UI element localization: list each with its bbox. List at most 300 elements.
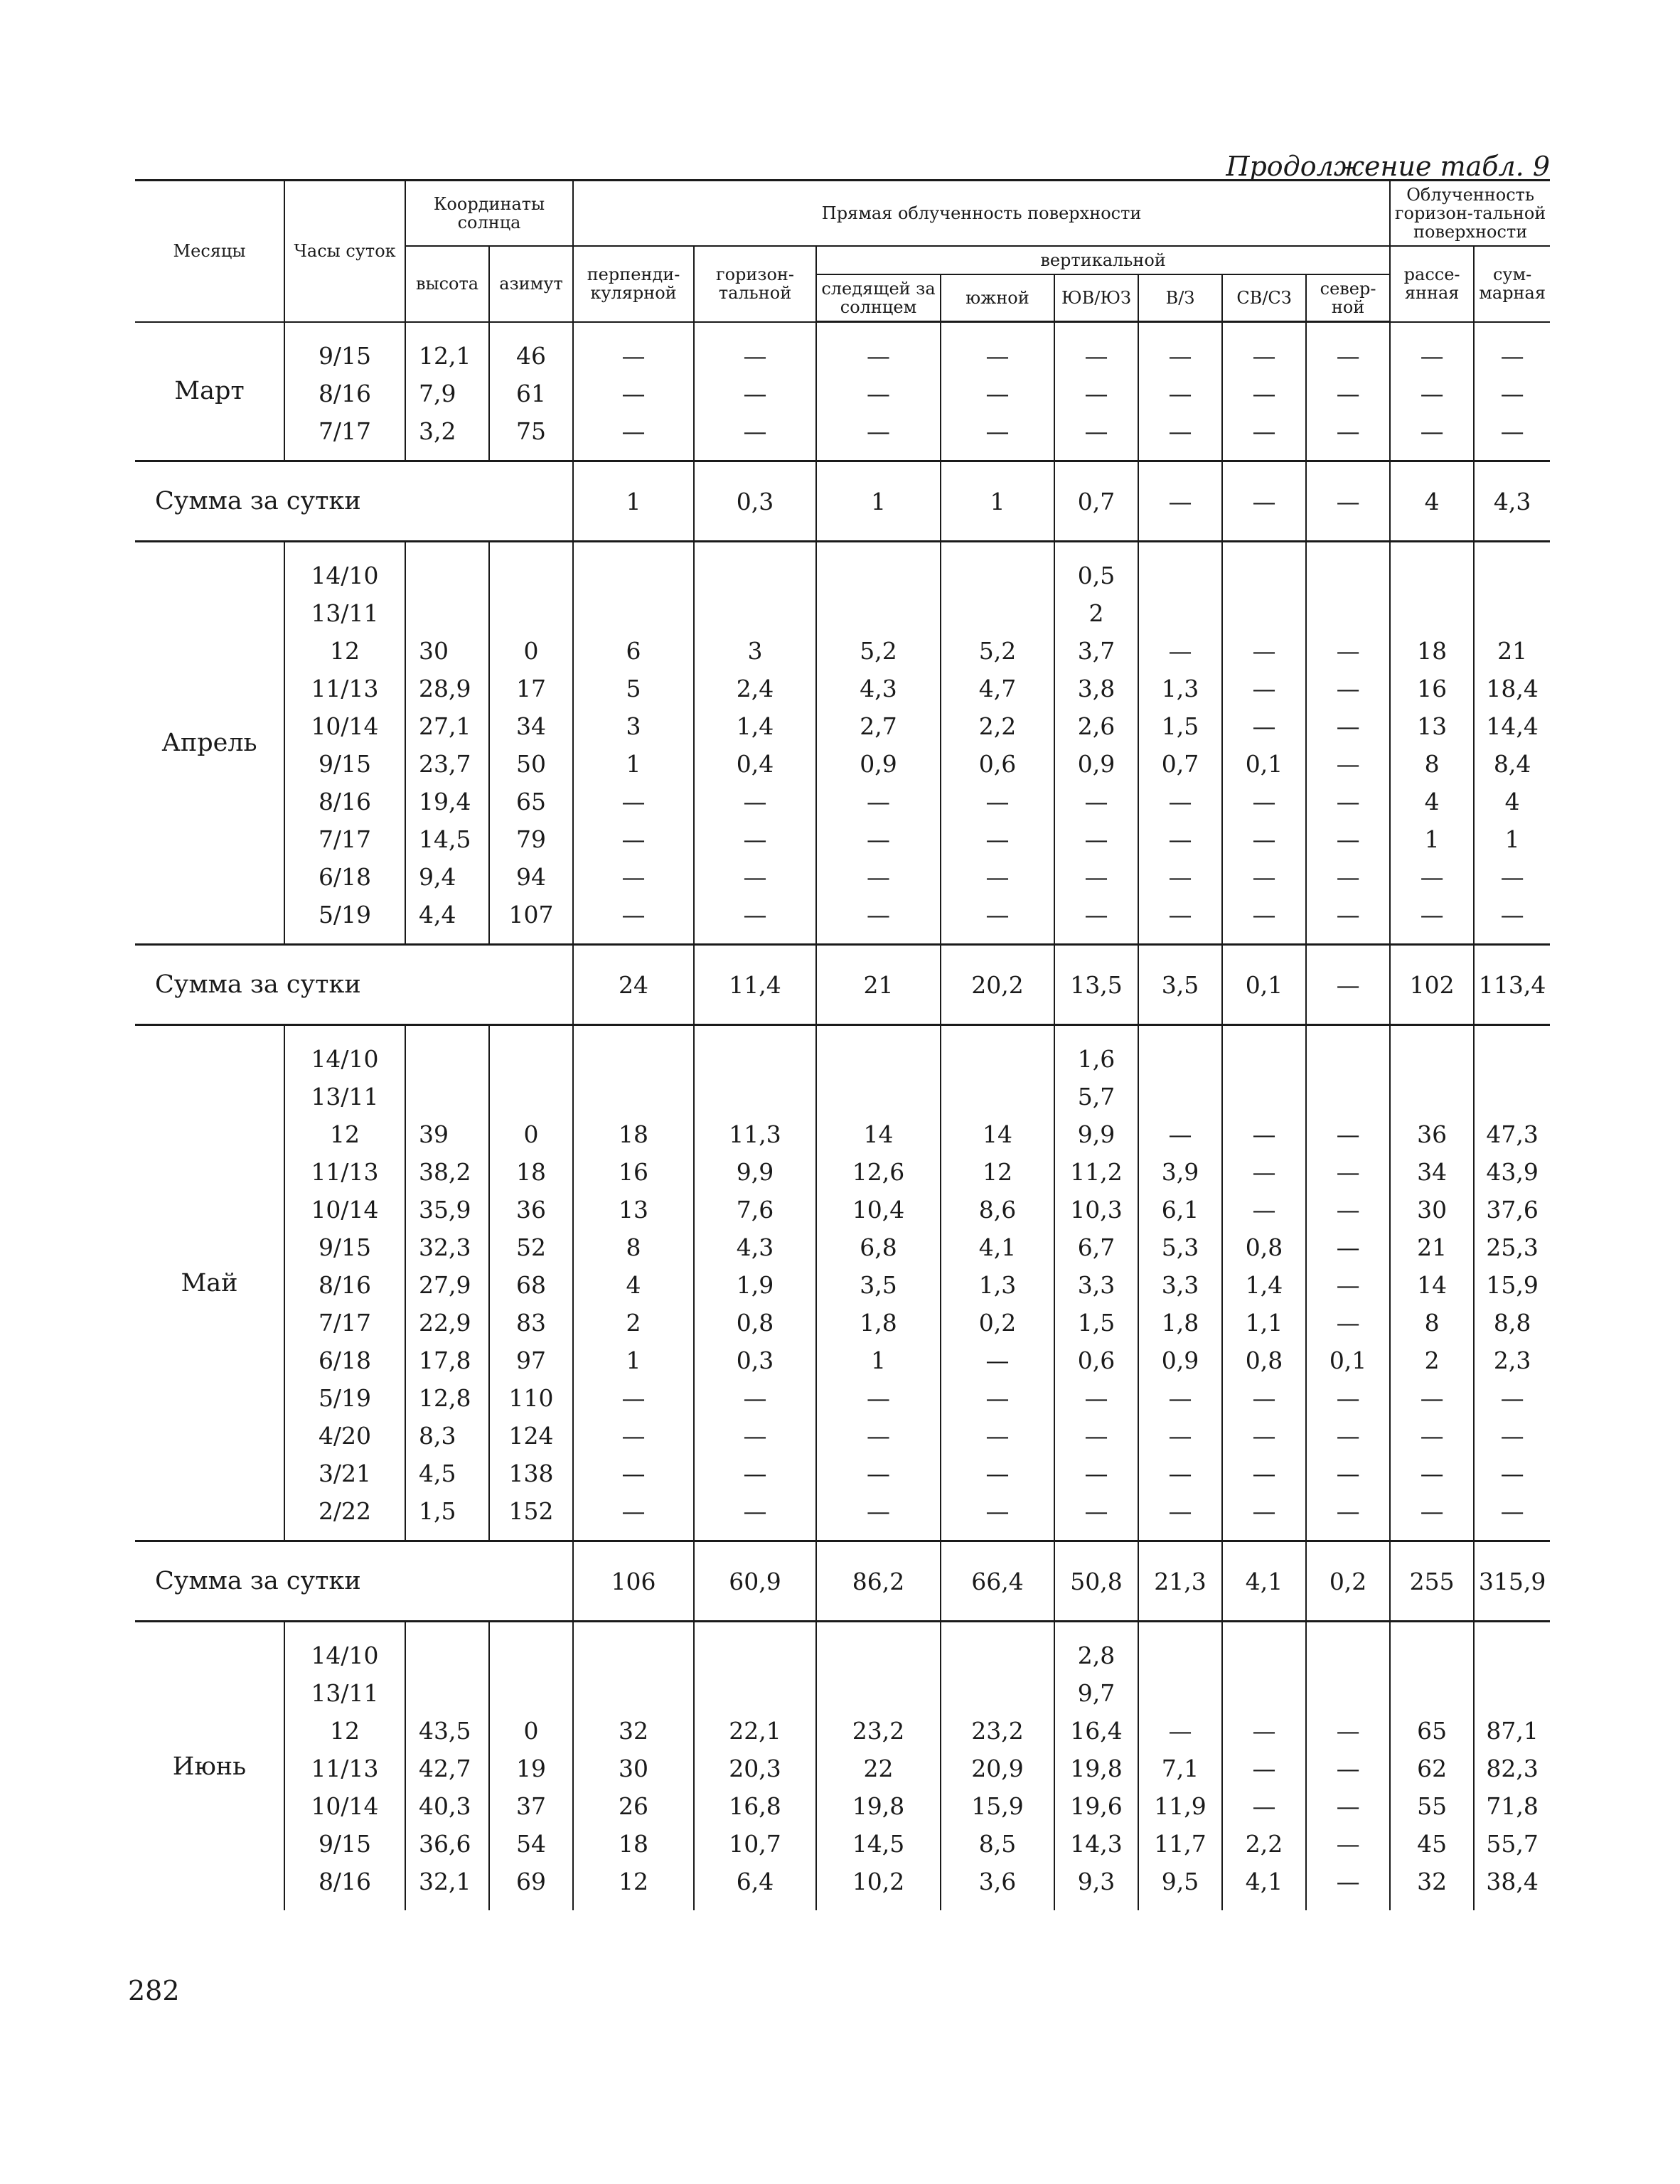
header-total: сум-марная	[1474, 246, 1550, 322]
column-horizontal	[694, 322, 816, 461]
table-cell: —	[1500, 1460, 1524, 1487]
month-group-row	[135, 1025, 1550, 1541]
table-cell	[1139, 1078, 1221, 1115]
table-cell: 14	[983, 1120, 1013, 1148]
column-hours	[284, 322, 405, 461]
table-cell: —	[985, 342, 1010, 370]
table-cell: 4,5	[419, 1460, 456, 1487]
table-cell: 1,3	[978, 1271, 1017, 1299]
table-cell: —	[1336, 1196, 1360, 1224]
table-cell: —	[1168, 342, 1192, 370]
month-label: Март	[135, 322, 284, 461]
table-cell: —	[1336, 1384, 1360, 1412]
table-cell: 61	[516, 379, 546, 407]
table-cell: 17,8	[419, 1347, 471, 1374]
table-cell: —	[1336, 1271, 1360, 1299]
daily-sum-row	[135, 1541, 1550, 1622]
table-cell: 32	[1417, 1868, 1448, 1895]
table-cell: —	[1252, 901, 1276, 928]
table-cell: —	[1336, 788, 1360, 815]
table-cell: —	[1252, 1717, 1276, 1745]
sum-cell: —	[1306, 461, 1390, 542]
table-cell: 0	[523, 1717, 539, 1745]
table-cell: 22	[863, 1755, 894, 1782]
table-cell: —	[1336, 1158, 1360, 1186]
table-cell	[490, 1674, 572, 1712]
table-cell	[1391, 1674, 1473, 1712]
table-cell: 107	[508, 901, 554, 928]
table-cell: 6,1	[1161, 1196, 1199, 1224]
column-e-w	[1138, 322, 1222, 461]
column-ne-nw	[1222, 322, 1306, 461]
table-cell: 1,4	[736, 712, 774, 740]
column-horizontal	[694, 1622, 816, 1911]
sum-cell: 50,8	[1054, 1541, 1138, 1622]
table-cell: —	[1336, 1830, 1360, 1858]
table-cell: —	[1336, 712, 1360, 740]
table-cell: 10,7	[729, 1830, 781, 1858]
sum-cell: 102	[1390, 945, 1474, 1025]
table-cell: 0,1	[1329, 1347, 1367, 1374]
header-tracking: следящей за солнцем	[816, 274, 941, 322]
table-cell: —	[1168, 417, 1192, 445]
table-cell: 14,5	[852, 1830, 905, 1858]
sum-cell: 0,3	[694, 461, 816, 542]
table-cell: 17	[516, 675, 546, 702]
table-cell: 5/19	[318, 1384, 372, 1412]
column-north	[1306, 1025, 1390, 1541]
table-cell: —	[1252, 1120, 1276, 1148]
table-cell: 3,8	[1077, 675, 1115, 702]
table-cell: 0,2	[978, 1309, 1017, 1337]
table-cell: —	[985, 1497, 1010, 1525]
table-cell: —	[743, 1460, 767, 1487]
daily-sum-row	[135, 945, 1550, 1025]
table-cell: —	[1420, 1422, 1444, 1450]
table-cell: —	[1336, 825, 1360, 853]
table-cell: 2/22	[318, 1497, 372, 1525]
table-cell: 32,3	[419, 1233, 471, 1261]
table-cell: —	[1252, 380, 1276, 407]
table-cell: 8,4	[1493, 750, 1531, 778]
table-cell: —	[1500, 1422, 1524, 1450]
table-cell: —	[1252, 1497, 1276, 1525]
table-cell: 11/13	[311, 1755, 379, 1782]
table-cell: —	[1168, 1384, 1192, 1412]
table-cell: —	[867, 342, 891, 370]
table-cell: 110	[508, 1384, 554, 1412]
table-cell: —	[743, 901, 767, 928]
table-cell: —	[1420, 1497, 1444, 1525]
table-cell	[1223, 594, 1305, 632]
table-cell: 5/19	[318, 901, 372, 928]
table-cell: 3	[747, 637, 763, 665]
column-perpendicular	[573, 1622, 694, 1911]
table-cell: 30	[619, 1755, 649, 1782]
table-cell: 65	[516, 788, 546, 815]
table-cell: 4,4	[419, 901, 456, 928]
table-cell: 1,8	[1161, 1309, 1199, 1337]
column-hours	[284, 542, 405, 945]
sum-cell: 106	[573, 1541, 694, 1622]
header-hours: Часы суток	[284, 181, 405, 322]
column-perpendicular	[573, 1025, 694, 1541]
column-diffuse	[1390, 1622, 1474, 1911]
table-cell: —	[1084, 1384, 1108, 1412]
table-cell: —	[1420, 1460, 1444, 1487]
table-cell: 0,6	[1077, 1347, 1115, 1374]
table-cell: —	[1336, 1868, 1360, 1895]
table-cell: 12	[330, 1717, 360, 1745]
table-cell: 52	[516, 1233, 546, 1261]
column-diffuse	[1390, 1025, 1474, 1541]
table-cell: 12	[330, 637, 360, 665]
table-cell: 2,7	[860, 712, 897, 740]
table-cell: 46	[516, 341, 546, 370]
table-cell: 4	[626, 1271, 641, 1299]
daily-sum-label: Сумма за сутки	[135, 461, 573, 542]
table-cell	[406, 594, 488, 632]
column-tracking	[816, 542, 941, 945]
table-cell: 12,1	[419, 341, 471, 370]
table-cell: 6/18	[318, 1347, 372, 1374]
table-cell: —	[1168, 1717, 1192, 1745]
table-cell: 30	[419, 637, 449, 665]
header-altitude: высота	[405, 246, 489, 322]
sum-cell: 3,5	[1138, 945, 1222, 1025]
table-cell: —	[621, 1384, 646, 1412]
table-cell: 5,7	[1077, 1083, 1115, 1110]
table-cell: 0,4	[736, 750, 774, 778]
table-cell	[1391, 1040, 1473, 1078]
table-cell: 6,8	[860, 1233, 897, 1261]
column-azimuth	[489, 322, 573, 461]
table-cell: 15,9	[971, 1792, 1024, 1820]
header-perpendicular: перпенди-кулярной	[573, 246, 694, 322]
table-cell	[490, 1637, 572, 1674]
table-cell: 0,8	[736, 1309, 774, 1337]
table-cell: —	[1084, 788, 1108, 815]
table-cell: —	[867, 1497, 891, 1525]
table-cell: 0,8	[1245, 1347, 1283, 1374]
table-cell: 1	[626, 1347, 641, 1374]
daily-sum-label: Сумма за сутки	[135, 945, 573, 1025]
table-cell: 3/21	[318, 1460, 372, 1487]
table-cell: 13	[1417, 712, 1448, 740]
table-cell	[574, 1637, 693, 1674]
table-cell	[1139, 1637, 1221, 1674]
table-cell: 22,9	[419, 1309, 471, 1337]
header-diffuse: рассе-янная	[1390, 246, 1474, 322]
table-cell	[1223, 557, 1305, 594]
month-group-row	[135, 1622, 1550, 1911]
table-cell	[817, 594, 940, 632]
table-cell: —	[1252, 1422, 1276, 1450]
table-cell: —	[1336, 1422, 1360, 1450]
table-cell: 7/17	[318, 417, 372, 445]
table-cell: —	[621, 417, 646, 445]
table-cell: —	[1252, 342, 1276, 370]
table-cell: —	[1168, 1422, 1192, 1450]
table-cell: 18	[619, 1830, 649, 1858]
table-cell: 2	[1088, 599, 1104, 627]
table-cell: 1,5	[419, 1497, 456, 1525]
table-cell: —	[743, 1384, 767, 1412]
table-cell: 8	[626, 1233, 641, 1261]
table-cell: 23,2	[971, 1717, 1024, 1745]
table-cell: 28,9	[419, 675, 471, 702]
table-cell: 42,7	[419, 1755, 471, 1782]
table-cell: —	[985, 901, 1010, 928]
table-cell: 37,6	[1486, 1196, 1539, 1224]
header-ne-nw: СВ/СЗ	[1222, 274, 1306, 322]
table-cell	[1307, 594, 1389, 632]
table-cell	[941, 1078, 1054, 1115]
table-cell	[490, 1078, 572, 1115]
header-e-w: В/З	[1138, 274, 1222, 322]
table-cell: 50	[516, 750, 546, 778]
table-cell	[1391, 557, 1473, 594]
header-azimuth: азимут	[489, 246, 573, 322]
table-cell: 55,7	[1486, 1830, 1539, 1858]
column-total	[1474, 322, 1550, 461]
table-cell: 54	[516, 1830, 546, 1858]
table-cell: 68	[516, 1271, 546, 1299]
table-cell	[574, 594, 693, 632]
table-cell: —	[1252, 863, 1276, 891]
sum-cell: 24	[573, 945, 694, 1025]
table-cell: —	[1168, 788, 1192, 815]
column-altitude	[405, 1025, 489, 1541]
column-e-w	[1138, 542, 1222, 945]
table-cell: —	[1336, 1460, 1360, 1487]
table-cell: 5,3	[1161, 1233, 1199, 1261]
header-month: Месяцы	[135, 181, 284, 322]
table-cell: —	[1252, 1158, 1276, 1186]
table-cell: 38,2	[419, 1158, 471, 1186]
table-cell: 10/14	[311, 1196, 379, 1224]
table-cell: 15,9	[1486, 1271, 1539, 1299]
table-cell: —	[1336, 1497, 1360, 1525]
table-cell: 9,9	[736, 1158, 774, 1186]
table-cell	[1391, 1637, 1473, 1674]
table-cell: 11,7	[1154, 1830, 1207, 1858]
sum-cell: —	[1306, 945, 1390, 1025]
table-cell: —	[743, 341, 767, 370]
table-cell: —	[743, 825, 767, 853]
table-cell	[695, 1674, 815, 1712]
table-cell: —	[1252, 1384, 1276, 1412]
table-cell: —	[1420, 1384, 1444, 1412]
table-cell: 8/16	[318, 1271, 372, 1299]
sum-cell: 315,9	[1474, 1541, 1550, 1622]
table-cell: 21	[1497, 637, 1528, 665]
table-cell: —	[985, 863, 1010, 891]
column-tracking	[816, 1622, 941, 1911]
table-cell: —	[743, 417, 767, 445]
table-cell: —	[1252, 788, 1276, 815]
table-cell: 83	[516, 1309, 546, 1337]
sum-cell: 1	[573, 461, 694, 542]
table-cell: 87,1	[1486, 1717, 1539, 1745]
table-cell: 0,5	[1077, 562, 1115, 589]
table-cell	[490, 594, 572, 632]
table-cell: 2,6	[1077, 712, 1115, 740]
column-horizontal	[694, 542, 816, 945]
table-cell: —	[1336, 637, 1360, 665]
table-cell	[1139, 557, 1221, 594]
table-cell: 2	[1424, 1347, 1440, 1374]
table-cell: —	[1336, 1717, 1360, 1745]
table-cell	[941, 557, 1054, 594]
table-cell: 0	[523, 637, 539, 665]
table-cell: 27,1	[419, 712, 471, 740]
sum-cell: 113,4	[1474, 945, 1550, 1025]
table-cell: —	[985, 380, 1010, 407]
table-cell: 20,9	[971, 1755, 1024, 1782]
table-cell: 75	[516, 417, 546, 445]
table-cell	[1307, 557, 1389, 594]
table-cell: —	[1252, 675, 1276, 702]
table-cell: —	[1168, 1497, 1192, 1525]
table-cell	[574, 1078, 693, 1115]
column-azimuth	[489, 1025, 573, 1541]
table-cell: —	[1420, 379, 1444, 407]
sum-cell: —	[1138, 461, 1222, 542]
table-cell: —	[1420, 341, 1444, 370]
table-cell: 0,6	[978, 750, 1017, 778]
column-south	[941, 542, 1054, 945]
column-diffuse	[1390, 322, 1474, 461]
table-cell: —	[1168, 863, 1192, 891]
table-cell: 2	[626, 1309, 641, 1337]
table-cell: 16	[1417, 675, 1448, 702]
table-cell: —	[1252, 825, 1276, 853]
column-ne-nw	[1222, 1622, 1306, 1911]
table-cell: 1	[1504, 825, 1520, 853]
table-cell: 0,9	[860, 750, 897, 778]
table-cell: 11,9	[1154, 1792, 1207, 1820]
table-cell	[574, 1040, 693, 1078]
table-cell: 8/16	[318, 379, 372, 407]
table-cell: 6,4	[736, 1868, 774, 1895]
table-cell: 19,4	[419, 788, 471, 815]
table-cell: 2,4	[736, 675, 774, 702]
table-cell: 4,1	[1245, 1868, 1283, 1895]
table-cell	[1307, 1674, 1389, 1712]
table-cell: 12	[983, 1158, 1013, 1186]
column-total	[1474, 1025, 1550, 1541]
table-cell: —	[1500, 341, 1524, 370]
table-cell: 0	[523, 1120, 539, 1148]
table-cell	[406, 557, 488, 594]
table-cell	[490, 1040, 572, 1078]
sum-cell: 21	[816, 945, 941, 1025]
table-cell: 4	[1504, 788, 1520, 815]
table-cell: —	[985, 1460, 1010, 1487]
table-cell: —	[1252, 1792, 1276, 1820]
table-cell	[574, 557, 693, 594]
table-cell	[1475, 594, 1550, 632]
table-cell: 6/18	[318, 863, 372, 891]
table-cell: 13/11	[311, 1679, 379, 1707]
table-cell: 9/15	[318, 341, 372, 370]
header-vertical: вертикальной	[816, 246, 1390, 274]
table-cell: 7/17	[318, 1309, 372, 1337]
table-cell: —	[867, 380, 891, 407]
month-label: Май	[135, 1025, 284, 1541]
table-cell: 124	[508, 1422, 554, 1450]
sum-cell: 4,3	[1474, 461, 1550, 542]
table-cell	[817, 1078, 940, 1115]
table-cell: —	[1500, 863, 1524, 891]
table-cell	[406, 1637, 488, 1674]
table-cell: 36	[516, 1196, 546, 1224]
table-cell: 3,2	[419, 417, 456, 445]
table-cell: 21	[1417, 1233, 1448, 1261]
table-cell: 9/15	[318, 1233, 372, 1261]
table-cell: 14	[1417, 1271, 1448, 1299]
table-cell: —	[1500, 1497, 1524, 1525]
page-number: 282	[128, 1975, 180, 2006]
table-cell: —	[867, 788, 891, 815]
table-cell: 14/10	[311, 1642, 379, 1669]
table-cell: —	[985, 825, 1010, 853]
sum-cell: 11,4	[694, 945, 816, 1025]
table-cell: 35,9	[419, 1196, 471, 1224]
header-direct: Прямая облученность поверхности	[573, 181, 1390, 247]
table-cell	[406, 1078, 488, 1115]
table-cell	[1139, 1040, 1221, 1078]
table-cell: 2,8	[1077, 1642, 1115, 1669]
table-cell: 34	[1417, 1158, 1448, 1186]
table-cell: 19,6	[1070, 1792, 1123, 1820]
table-cell: —	[1336, 675, 1360, 702]
table-cell: 11/13	[311, 1158, 379, 1186]
table-cell	[406, 1040, 488, 1078]
table-cell: 0,9	[1077, 750, 1115, 778]
table-cell: —	[743, 788, 767, 815]
table-cell: 3,3	[1077, 1271, 1115, 1299]
table-cell: 0,3	[736, 1347, 774, 1374]
table-cell: 14/10	[311, 562, 379, 589]
table-cell: —	[1252, 417, 1276, 445]
column-diffuse	[1390, 542, 1474, 945]
table-cell: 5,2	[860, 637, 897, 665]
table-cell: —	[1336, 863, 1360, 891]
table-cell: 1	[626, 750, 641, 778]
table-cell: 4,3	[860, 675, 897, 702]
table-cell: 0,9	[1161, 1347, 1199, 1374]
table-cell: 1,1	[1245, 1309, 1283, 1337]
table-cell: —	[985, 417, 1010, 445]
table-cell	[1223, 1040, 1305, 1078]
table-cell: 19,8	[852, 1792, 905, 1820]
table-cell: 9,4	[419, 863, 456, 891]
table-cell: —	[1500, 379, 1524, 407]
table-cell: 18	[1417, 637, 1448, 665]
table-cell: 45	[1417, 1830, 1448, 1858]
table-cell: —	[1500, 417, 1524, 445]
table-cell: 43,5	[419, 1717, 471, 1745]
sum-cell: 4,1	[1222, 1541, 1306, 1622]
table-cell: 82,3	[1486, 1755, 1539, 1782]
table-cell: 97	[516, 1347, 546, 1374]
table-cell: 16,4	[1070, 1717, 1123, 1745]
table-cell: 8/16	[318, 788, 372, 815]
sum-cell: —	[1222, 461, 1306, 542]
table-cell	[941, 1040, 1054, 1078]
